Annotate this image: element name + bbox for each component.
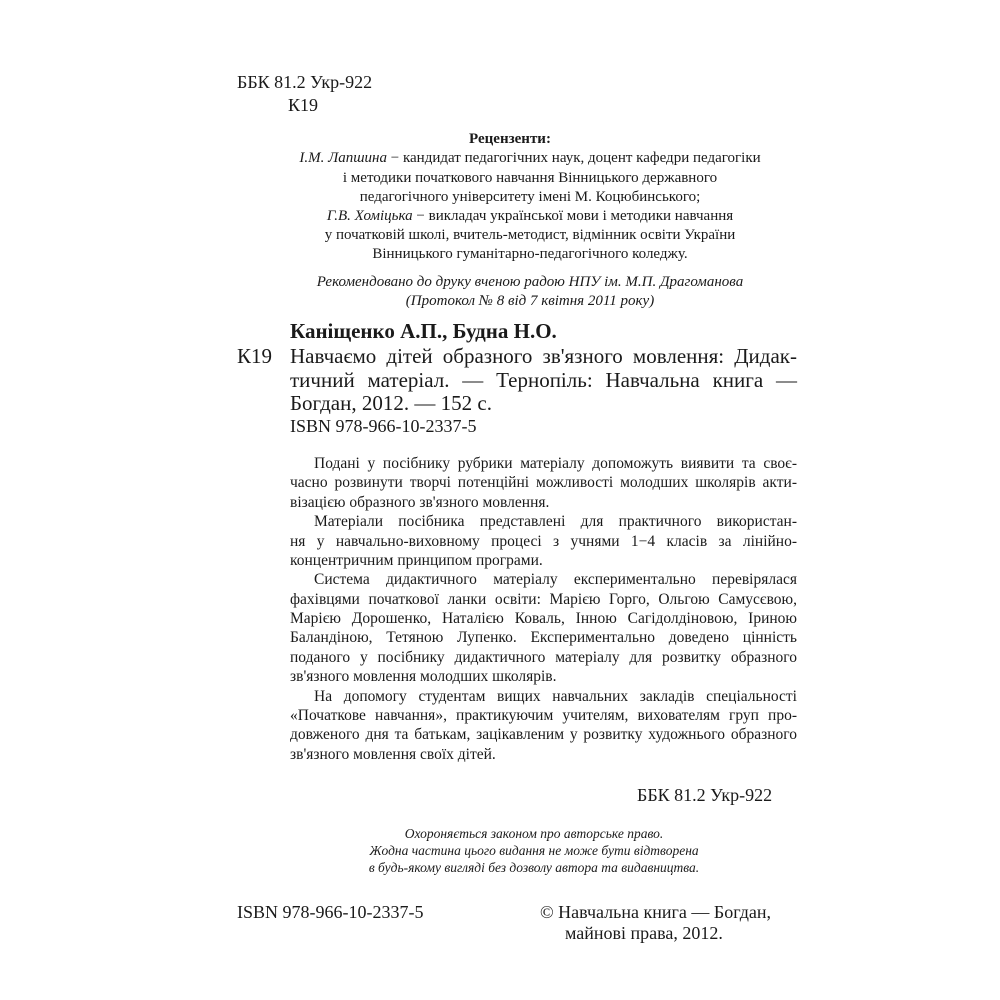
reviewers-heading: Рецензенти: — [469, 131, 551, 147]
recommendation-protocol: (Протокол № 8 від 7 квітня 2011 року) — [405, 293, 655, 309]
reviewer-desc: кандидат педагогічних наук, доцент кафедри педагогіки — [402, 150, 761, 166]
reviewer-line: у початковій школі, вчитель-методист, відмінник освіти України — [324, 227, 736, 243]
reviewer-line — [100, 150, 960, 167]
annotation-line: «Початкове навчання», практикуючим учителям, вихователям груп про- — [290, 707, 797, 724]
reviewer-line: Вінницького гуманітарно-педагогічного коледжу. — [372, 246, 688, 262]
annotation-line: На допомогу студентам вищих навчальних закладів спеціальності — [314, 688, 797, 705]
reviewer-line: і методики початкового навчання Вінницького державного — [342, 170, 718, 186]
annotation-line: довженого дня та батькам, зацікавленим у розвитку художнього образного — [290, 726, 797, 743]
annotation-line: Подані у посібнику рубрики матеріалу допоможуть виявити та своє- — [314, 455, 797, 472]
annotation-line: поданого у посібнику дидактичного матеріалу для розвитку образного — [290, 649, 797, 666]
copyright-rights: майнові права, 2012. — [565, 923, 723, 943]
annotation-line: концентричним принципом програми. — [290, 552, 543, 569]
catalog-index: К19 — [237, 344, 273, 368]
annotation-line: Баландіною, Тетяною Лупенко. Експериментально доведено цінність — [290, 629, 797, 646]
authors: Каніщенко А.П., Будна Н.О. — [290, 319, 557, 343]
author-sign: К19 — [288, 95, 319, 115]
bbk-bottom: ББК 81.2 Укр-922 — [637, 785, 773, 805]
copyright-notice-line: Охороняється законом про авторське право. — [404, 826, 664, 841]
annotation-line: Матеріали посібника представлені для практичного використан- — [314, 513, 797, 530]
copyright-notice-line: Жодна частина цього видання не може бути відтворена — [369, 843, 699, 858]
footer-isbn: ISBN 978-966-10-2337-5 — [237, 902, 424, 922]
reviewer-name: Г.В. Хоміцька — [326, 208, 413, 224]
annotation-line: зв'язного мовлення своїх дітей. — [290, 746, 496, 763]
reviewer-line: педагогічного університету імені М. Коцюбинського; — [359, 189, 701, 205]
annotation-line: візацією образного зв'язного мовлення. — [290, 494, 550, 511]
annotation-line: Марією Дорошенко, Наталією Коваль, Інною Сагідолдіновою, Іриною — [290, 610, 797, 627]
reviewer-line — [100, 208, 960, 225]
annotation-line: Система дидактичного матеріалу експериментально перевірялася — [314, 571, 797, 588]
book-title-line: Навчаємо дітей образного зв'язного мовлення: Дидак- — [290, 344, 797, 368]
reviewer-desc: викладач української мови і методики навчання — [428, 208, 734, 224]
dash: − — [387, 150, 403, 166]
annotation-line: фахівцями початкової ланки освіти: Марією Горго, Ольгою Самусєвою, — [290, 591, 797, 608]
recommendation-line: Рекомендовано до друку вченою радою НПУ ім. М.П. Драгоманова — [316, 274, 744, 290]
annotation-line: ня у навчально-виховному процесі з учнями 1−4 класів за лінійно- — [290, 533, 797, 550]
book-title-line: тичний матеріал. — Тернопіль: Навчальна книга — — [290, 368, 797, 392]
copyright-holder: © Навчальна книга — Богдан, — [540, 902, 771, 922]
annotation-line: часно розвинути творчі потенційні можливості молодших школярів акти- — [290, 474, 797, 491]
bbk-code: ББК 81.2 Укр-922 — [237, 72, 373, 92]
isbn: ISBN 978-966-10-2337-5 — [290, 416, 477, 436]
copyright-notice-line: в будь-якому вигляді без дозволу автора та видавництва. — [368, 860, 700, 875]
annotation-line: зв'язного мовлення молодших школярів. — [290, 668, 557, 685]
dash: − — [412, 208, 429, 224]
reviewer-name: І.М. Лапшина — [299, 150, 387, 166]
book-title-line: Богдан, 2012. — 152 с. — [290, 391, 492, 415]
